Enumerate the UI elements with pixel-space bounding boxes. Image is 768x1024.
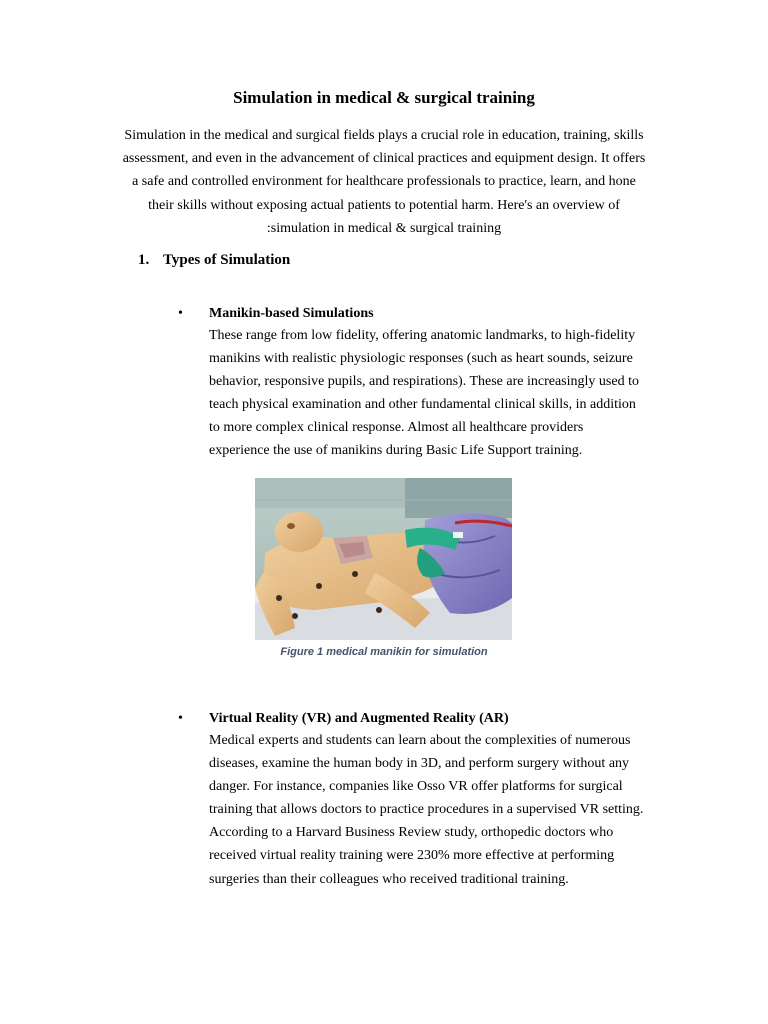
item-line: danger. For instance, companies like Osso VR offer platforms for surgical	[209, 779, 623, 795]
section-heading-text: Types of Simulation	[163, 252, 291, 268]
intro-line: a safe and controlled environment for healthcare professionals to practice, learn, and hone	[132, 174, 636, 190]
intro-line: Simulation in the medical and surgical fields plays a crucial role in education, training, skills	[124, 128, 644, 143]
item-line: surgeries than their colleagues who received traditional training.	[209, 871, 569, 887]
item-line: These range from low fidelity, offering anatomic landmarks, to high-fidelity	[209, 328, 636, 343]
item-line: to more complex clinical response. Almost all healthcare providers	[209, 420, 584, 436]
item-line: received virtual reality training were 230% more effective at performing	[209, 848, 615, 864]
document-title: Simulation in medical & surgical training	[233, 88, 535, 107]
item-line: teach physical examination and other fundamental clinical skills, in addition	[209, 397, 636, 413]
figure-caption: Figure 1 medical manikin for simulation	[280, 646, 488, 658]
item-body	[209, 729, 659, 891]
item-title: Virtual Reality (VR) and Augmented Reality (AR)	[209, 711, 509, 726]
item-line: manikins with realistic physiologic responses (such as heart sounds, seizure	[209, 351, 633, 367]
list-item-manikin	[209, 304, 659, 463]
bullet-icon: •	[178, 306, 183, 321]
item-title: Manikin-based Simulations	[209, 306, 374, 321]
manikin-figure-image	[255, 478, 512, 640]
intro-line: their skills without exposing actual patients to potential harm. Here's an overview of	[148, 197, 620, 213]
item-line: behavior, responsive pupils, and respirations). These are increasingly used to	[209, 374, 639, 390]
intro-line: :simulation in medical & surgical training	[266, 220, 502, 236]
intro-line: assessment, and even in the advancement of clinical practices and equipment design. It offers	[122, 151, 646, 167]
item-line: According to a Harvard Business Review study, orthopedic doctors who	[209, 825, 614, 841]
manikin-illustration	[255, 478, 512, 640]
item-line: Medical experts and students can learn about the complexities of numerous	[209, 733, 631, 748]
list-item-vr-ar	[209, 709, 659, 891]
intro-paragraph	[113, 124, 655, 240]
item-body	[209, 324, 659, 463]
section-heading	[138, 251, 290, 269]
section-number: 1.	[138, 252, 150, 268]
item-line: experience the use of manikins during Basic Life Support training.	[209, 443, 583, 459]
item-line: training that allows doctors to practice procedures in a supervised VR setting.	[209, 802, 644, 818]
item-line: diseases, examine the human body in 3D, and perform surgery without any	[209, 756, 630, 772]
bullet-icon: •	[178, 711, 183, 726]
